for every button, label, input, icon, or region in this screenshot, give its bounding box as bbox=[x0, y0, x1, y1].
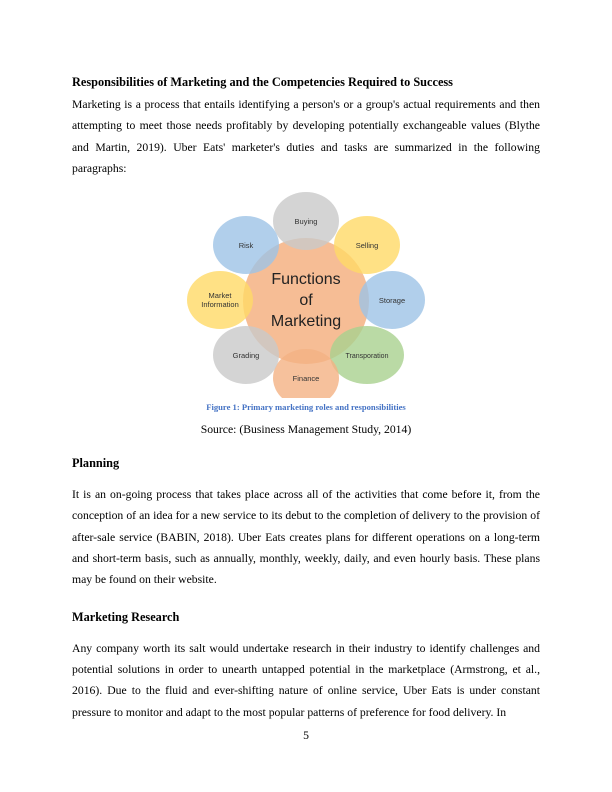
functions-diagram bbox=[182, 190, 430, 398]
marketing-functions-figure bbox=[72, 190, 540, 398]
transportation-label: Transporation bbox=[345, 353, 389, 361]
center-label-line-2: of bbox=[299, 292, 313, 310]
marketing-research-heading: Marketing Research bbox=[72, 609, 180, 624]
risk-label: Risk bbox=[238, 241, 254, 251]
planning-paragraph: It is an on-going process that takes place across all of the activities that come before it, from the conception of an idea for a new service to its debut to the completion of delivery to the provision of after-sale service (BABIN, 2018). Uber Eats creates plans for different operations on a long-term and short-term basis, such as annually, monthly, weekly, daily, and even hourly basis. These plans may be found on their website. bbox=[72, 488, 540, 587]
finance-label: Finance bbox=[292, 374, 320, 384]
center-label-line-3: Marketing bbox=[270, 313, 342, 331]
buying-label: Buying bbox=[294, 217, 318, 227]
page-number: 5 bbox=[303, 729, 309, 742]
storage-label: Storage bbox=[378, 296, 406, 306]
marketing-research-paragraph: Any company worth its salt would undertake research in their industry to identify challenges and potential solutions in order to unearth untapped potential in the marketplace (Armstrong, et al., 2016). Due to the fluid and ever-shifting nature of online service, Uber Eats is under constant pressure to monitor and adapt to the most popular patterns of preference for food delivery. In bbox=[72, 641, 540, 719]
figure-caption: Figure 1: Primary marketing roles and responsibilities bbox=[206, 402, 406, 413]
page-body bbox=[72, 72, 540, 723]
grading-label: Grading bbox=[232, 351, 260, 361]
market-information-label-line-1: Market bbox=[208, 291, 232, 301]
center-label-line-1: Functions bbox=[271, 271, 341, 289]
intro-paragraph: Marketing is a process that entails identifying a person's or a group's actual requirements and then attempting to meet those needs profitably by developing potentially exchangeable values (Blythe and Martin, 2019). Uber Eats' marketer's duties and tasks are summarized in the following paragraphs: bbox=[72, 98, 540, 175]
selling-label: Selling bbox=[355, 241, 379, 251]
section-heading: Responsibilities of Marketing and the Competencies Required to Success bbox=[72, 75, 453, 89]
figure-source: Source: (Business Management Study, 2014) bbox=[200, 423, 412, 437]
market-information-label-line-2: Information bbox=[201, 300, 239, 310]
planning-heading: Planning bbox=[72, 456, 120, 471]
